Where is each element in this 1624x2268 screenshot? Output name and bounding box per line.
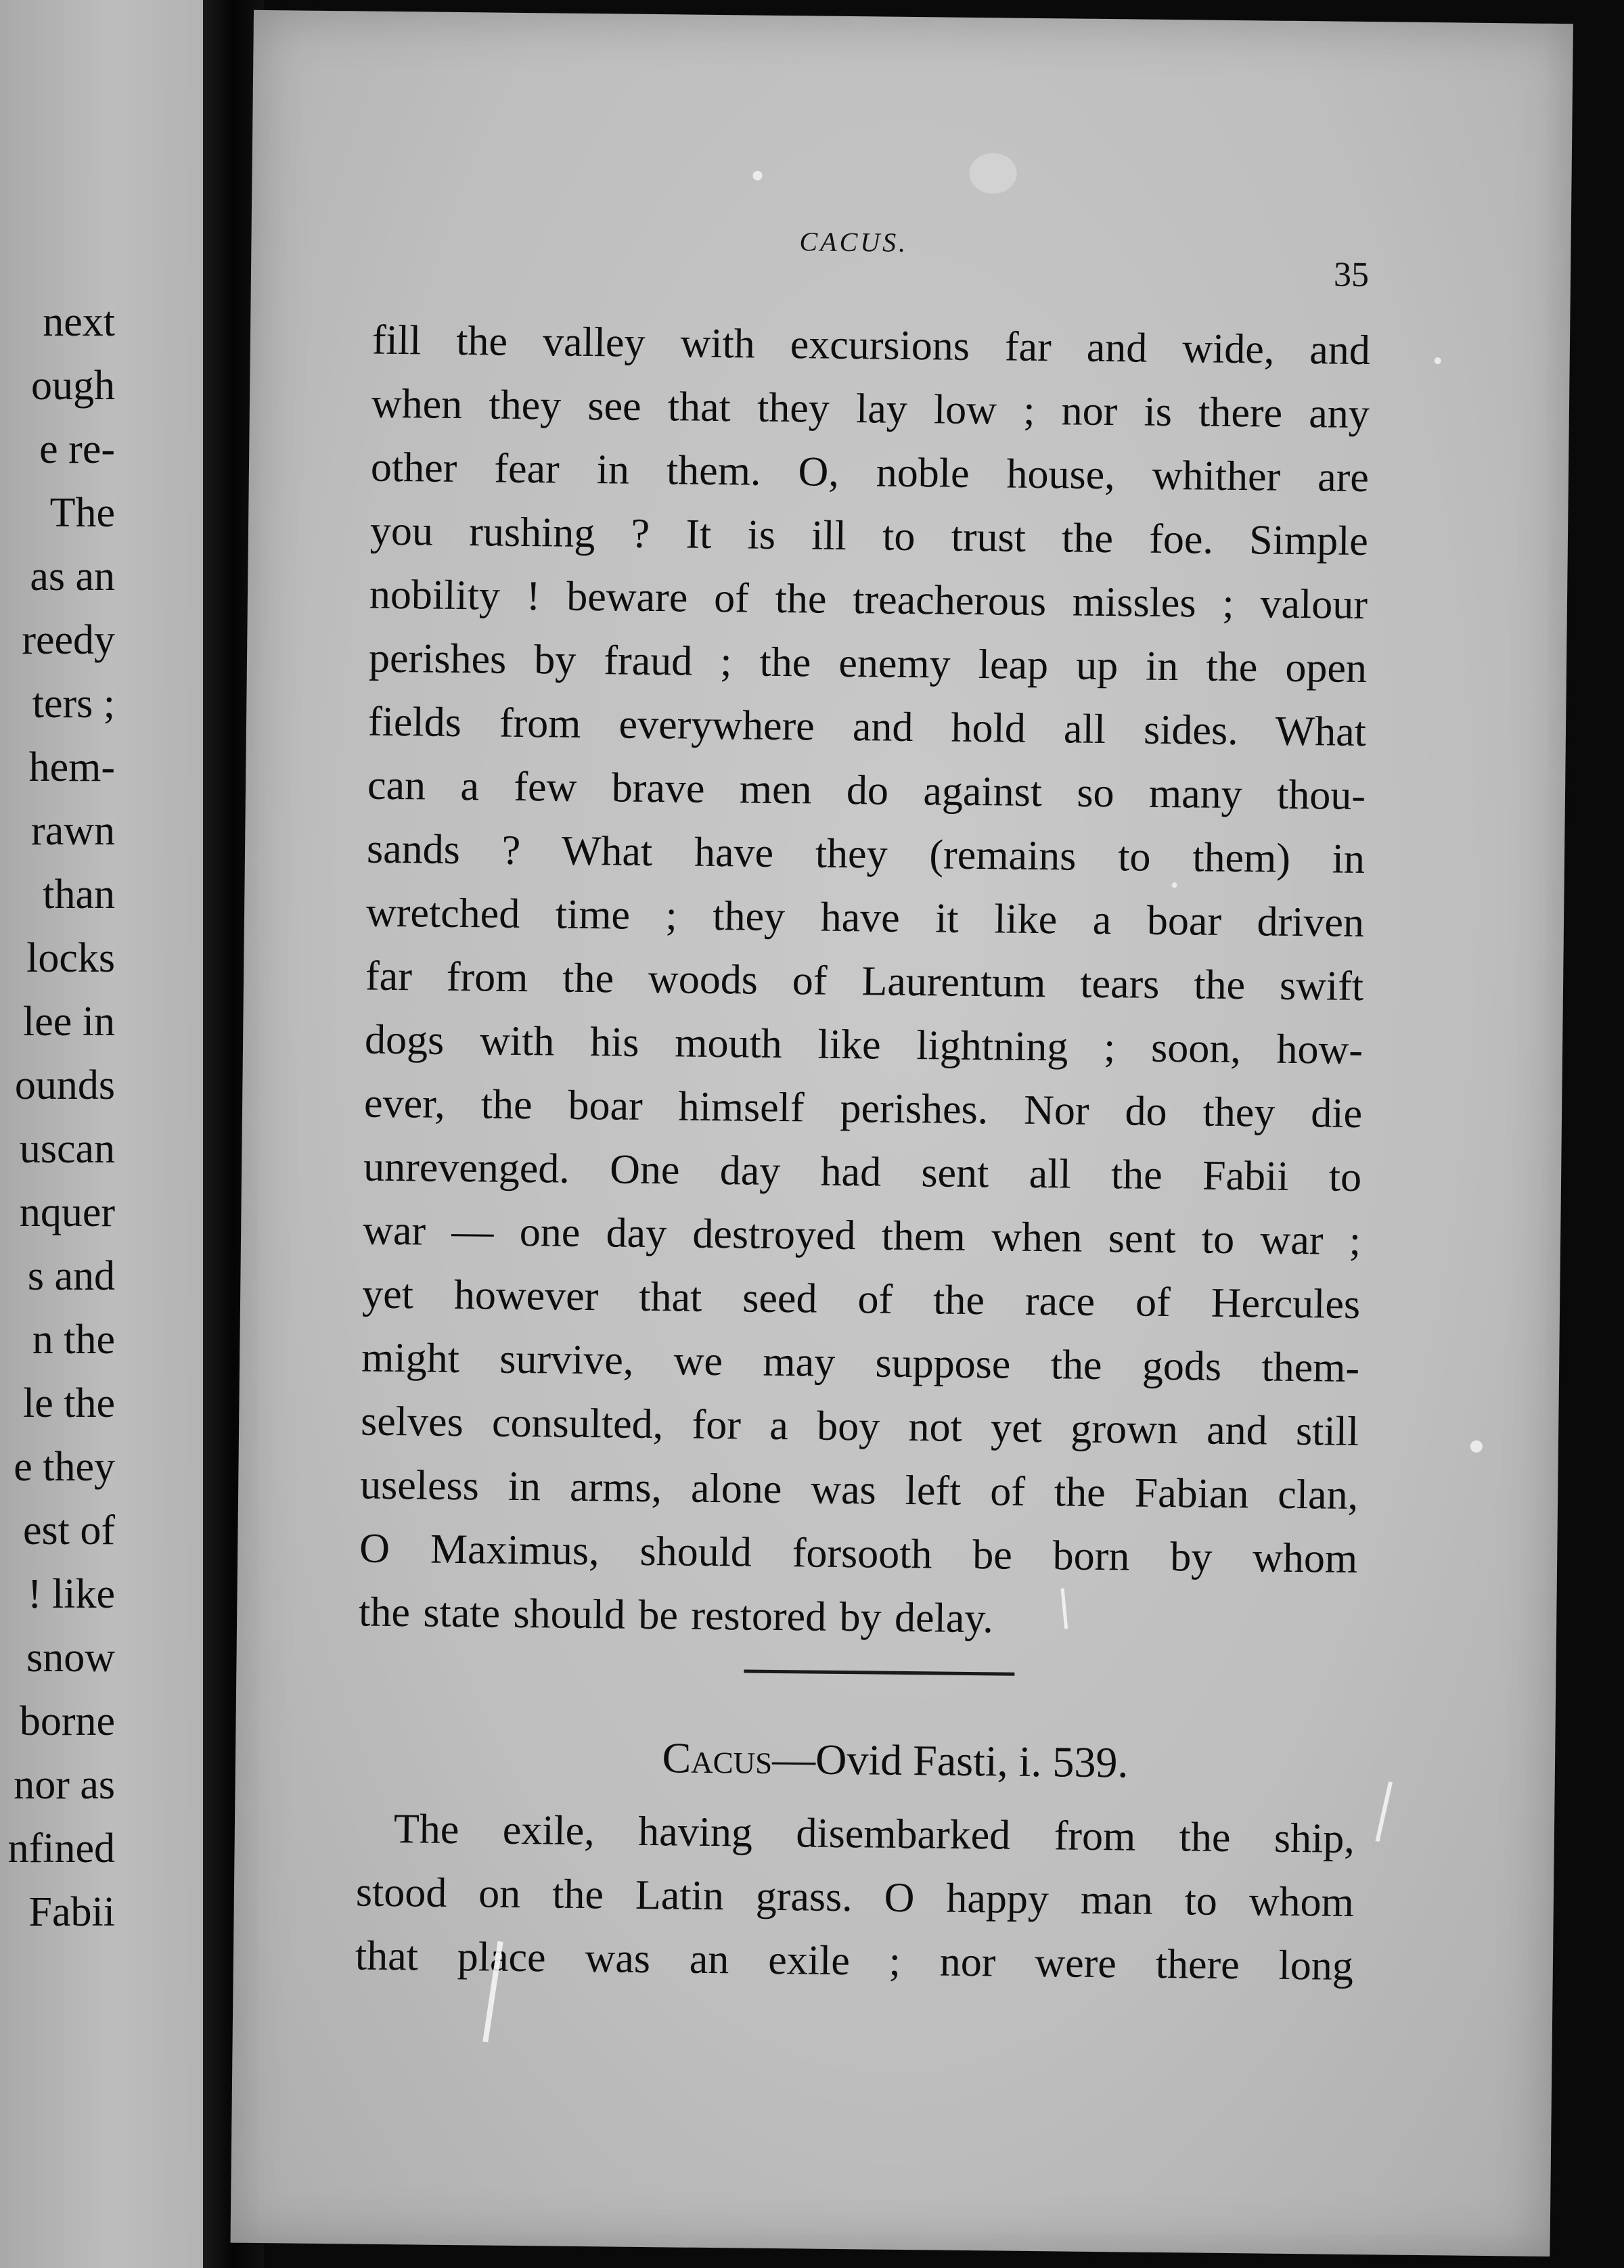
body-line: fields from everywhere and hold all sides. What (367, 698, 1367, 756)
body-line: perishes by fraud ; the enemy leap up in the open (368, 635, 1368, 692)
body-line: that place was an exile ; nor were there long (355, 1932, 1354, 1989)
body-line: fill the valley with excursions far and wide, and (371, 317, 1371, 374)
body-line: sands ? What have they (remains to them) in (366, 825, 1366, 883)
body-line: dogs with his mouth like lightning ; soon, how- (364, 1016, 1363, 1074)
previous-page-line: le the (23, 1380, 115, 1426)
previous-page-line: locks (26, 935, 115, 981)
section-heading (235, 1729, 1556, 1792)
body-line: you rushing ? It is ill to trust the foe. Simple (369, 507, 1369, 565)
previous-page-line: ters ; (32, 681, 115, 727)
scan-speck (752, 171, 762, 181)
body-line: when they see that they lay low ; nor is there any (371, 380, 1370, 438)
section-divider (744, 1670, 1014, 1676)
scan-speck (969, 153, 1017, 194)
body-line: might survive, we may suppose the gods them- (361, 1334, 1360, 1392)
body-line: yet however that seed of the race of Hercules (361, 1271, 1361, 1328)
previous-page-line: e re- (39, 426, 115, 472)
body-line: stood on the Latin grass. O happy man to whom (355, 1869, 1355, 1926)
body-line: useless in arms, alone was left of the Fabian clan, (359, 1461, 1359, 1518)
previous-page-line: lee in (23, 999, 115, 1045)
previous-page-line: ! like (27, 1571, 115, 1617)
body-line: ever, the boar himself perishes. Nor do they die (363, 1080, 1363, 1137)
previous-page-line: hem- (28, 744, 115, 790)
body-line: wretched time ; they have it like a boar driven (365, 889, 1365, 947)
previous-page-line: n the (32, 1317, 115, 1363)
previous-page-line: as an (30, 553, 115, 599)
previous-page-line: Fabii (28, 1889, 115, 1935)
body-line: far from the woods of Laurentum tears the swift (365, 953, 1364, 1010)
body-line: other fear in them. O, noble house, whither are (370, 444, 1370, 501)
body-line: O Maximus, should forsooth be born by whom (359, 1525, 1358, 1582)
scan-speck (1435, 357, 1441, 364)
page-number: 35 (1333, 255, 1370, 295)
previous-page-fragment (0, 0, 203, 2268)
previous-page-line: than (43, 871, 115, 917)
previous-page-line: e they (14, 1444, 115, 1490)
previous-page-line: snow (26, 1635, 115, 1681)
previous-page-line: ounds (14, 1062, 115, 1108)
previous-page-line: nfined (7, 1825, 115, 1872)
previous-page-line: borne (19, 1698, 115, 1744)
previous-page-line: reedy (22, 617, 115, 663)
body-line: nobility ! beware of the treacherous missles ; valour (369, 571, 1368, 629)
section-heading-source: —Ovid Fasti, i. 539. (771, 1734, 1129, 1787)
previous-page-line: nquer (19, 1189, 115, 1235)
body-line: can a few brave men do against so many thou- (367, 762, 1366, 819)
body-line: unrevenged. One day had sent all the Fabii to (363, 1143, 1362, 1201)
scan-speck (1172, 882, 1177, 888)
previous-page-line: s and (27, 1253, 115, 1299)
body-line: selves consulted, for a boy not yet grown and still (360, 1398, 1359, 1455)
previous-page-line: rawn (31, 808, 115, 854)
previous-page-line: next (43, 299, 115, 345)
previous-page-line: The (49, 490, 115, 536)
page (230, 10, 1573, 2256)
previous-page-line: nor as (14, 1762, 115, 1808)
section-heading-title: Cacus (662, 1733, 773, 1783)
previous-page-line: uscan (19, 1126, 115, 1172)
body-line: war — one day destroyed them when sent to war ; (362, 1207, 1361, 1265)
body-line: the state should be restored by delay. (358, 1589, 994, 1642)
running-head: CACUS. (799, 226, 909, 258)
previous-page-line: ough (31, 363, 115, 409)
scan-speck (1470, 1441, 1483, 1453)
body-line: The exile, having disembarked from the ship, (393, 1806, 1355, 1862)
previous-page-line: est of (22, 1507, 115, 1553)
